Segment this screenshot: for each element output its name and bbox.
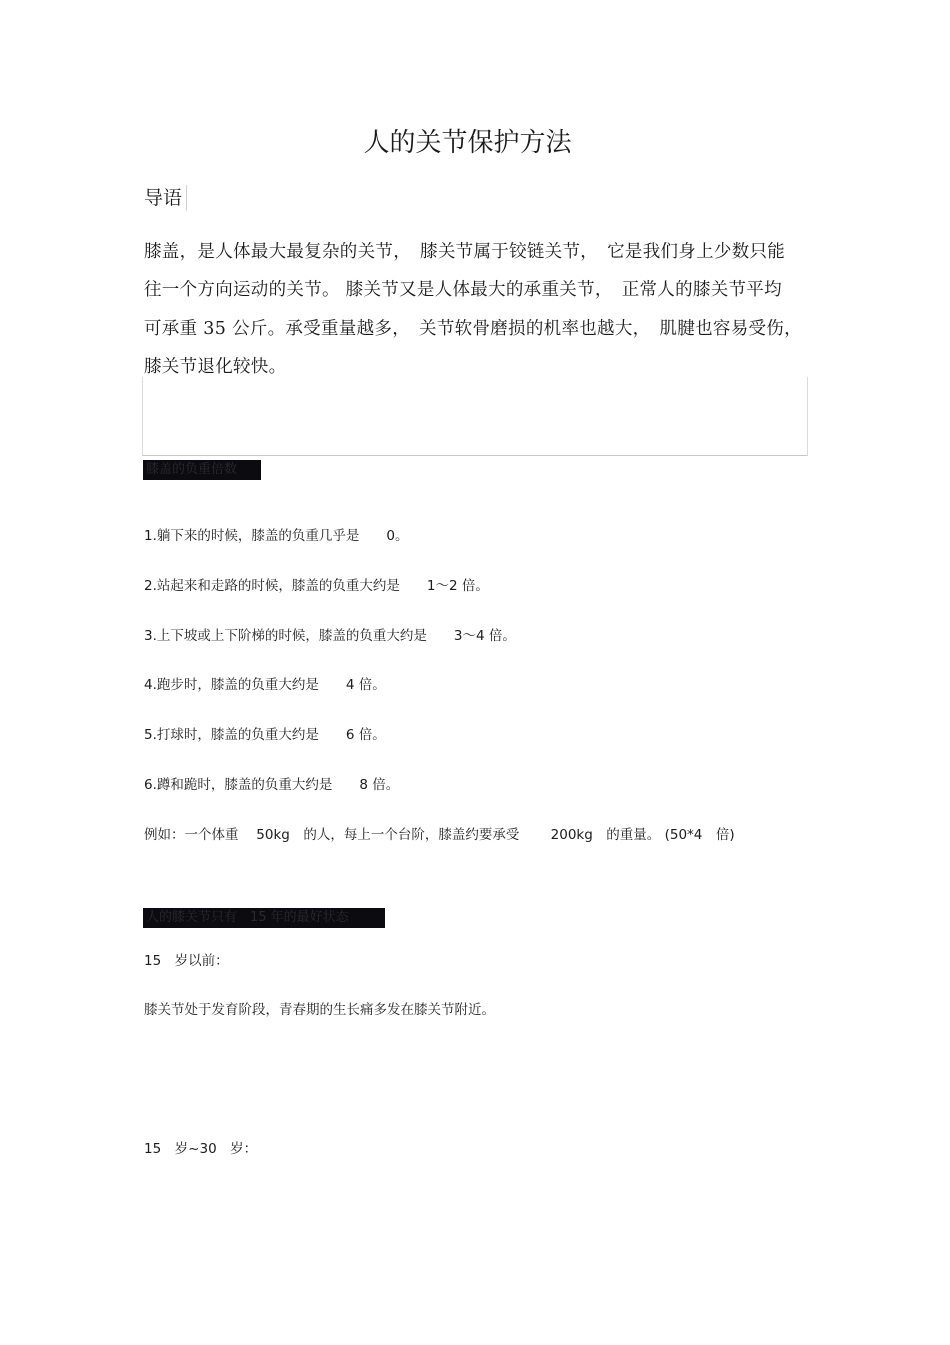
section-heading-best-years: 人的膝关节只有 15 年的最好状态 <box>143 908 385 928</box>
load-list-item: 5.打球时，膝盖的负重大约是 6 倍。 <box>144 727 386 743</box>
load-list-item: 3.上下坡或上下阶梯的时候，膝盖的负重大约是 3～4 倍。 <box>144 628 516 644</box>
load-list-item: 6.蹲和跪时，膝盖的负重大约是 8 倍。 <box>144 777 400 793</box>
intro-paragraph-line: 膝关节退化较快。 <box>144 357 287 377</box>
page-title: 人的关节保护方法 <box>363 128 572 158</box>
age-range-label: 15 岁~30 岁： <box>144 1141 258 1157</box>
image-placeholder-frame <box>142 377 808 456</box>
load-list-item: 1.躺下来的时候，膝盖的负重几乎是 0。 <box>144 528 409 544</box>
intro-paragraph-line: 往一个方向运动的关节。 膝关节又是人体最大的承重关节， 正常人的膝关节平均 <box>144 280 782 300</box>
intro-paragraph-line: 膝盖，是人体最大最复杂的关节， 膝关节属于铰链关节， 它是我们身上少数只能 <box>144 242 786 262</box>
section-heading-load-multiples: 膝盖的负重倍数 <box>143 460 261 480</box>
load-list-item: 4.跑步时，膝盖的负重大约是 4 倍。 <box>144 677 386 693</box>
intro-heading: 导语 <box>144 185 187 211</box>
example-text: 例如：一个体重 50kg 的人，每上一个台阶，膝盖约要承受 200kg 的重量。 (50*4 倍) <box>144 827 735 843</box>
age-range-description: 膝关节处于发育阶段，青春期的生长痛多发在膝关节附近。 <box>144 1002 495 1018</box>
age-range-label: 15 岁以前： <box>144 953 229 969</box>
intro-paragraph-line: 可承重 35 公斤。承受重量越多， 关节软骨磨损的机率也越大， 肌腱也容易受伤， <box>144 319 802 339</box>
load-list-item: 2.站起来和走路的时候，膝盖的负重大约是 1～2 倍。 <box>144 578 489 594</box>
